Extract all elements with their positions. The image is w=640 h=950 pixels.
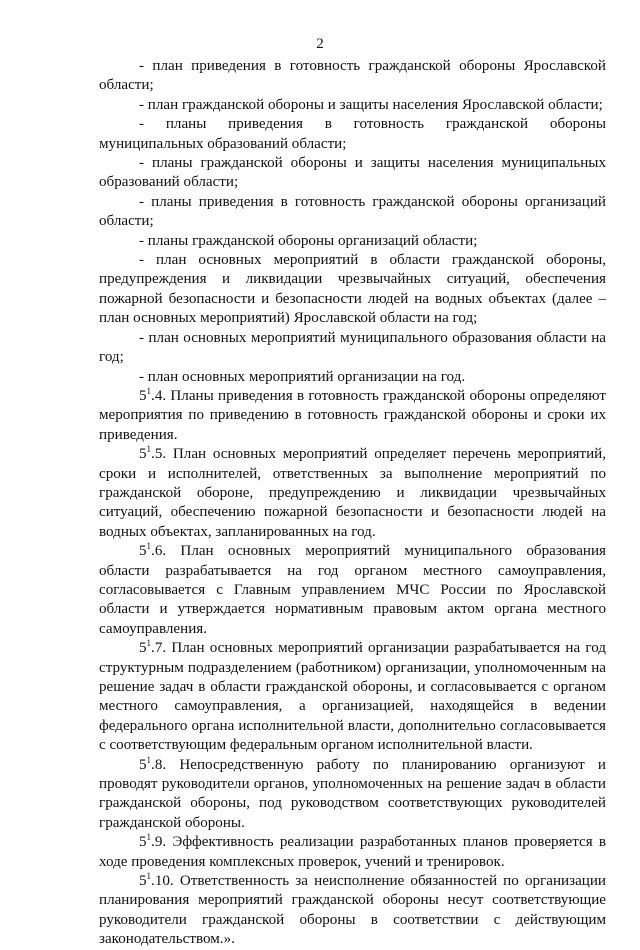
- section-number-main: 5: [139, 446, 147, 463]
- list-item: - планы приведения в готовность гражданской обороны организаций области;: [99, 193, 606, 230]
- section-number-rest: .8.: [151, 756, 167, 773]
- section-number: [139, 873, 174, 889]
- list-item: - планы приведения в готовность гражданской обороны муниципальных образований области;: [99, 116, 606, 152]
- section-number-rest: .7.: [151, 640, 167, 657]
- section-number-superscript: 1: [146, 832, 152, 843]
- section-number-superscript: 1: [146, 871, 152, 882]
- section-number: [139, 543, 166, 559]
- section-number-superscript: 1: [146, 754, 152, 765]
- section-paragraph: [99, 445, 606, 542]
- section-number-rest: .9.: [151, 834, 167, 851]
- section-number-rest: .4.: [151, 387, 167, 404]
- section-paragraph: [99, 756, 606, 834]
- section-paragraph: [99, 639, 606, 755]
- list-item: - план приведения в готовность гражданской обороны Ярославской области;: [99, 58, 606, 94]
- section-text: План основных мероприятий организации разрабатывается на год структурным подразделением (работником) организации, уполномоченным на решение задач в области гражданской обороны, и согласовывается с органом местного самоуправления, а организацией, находящейся в ведении федерального органа исполнительной власти, дополнительно согласовывается с соответствующим федеральным органом исполнительной власти.: [99, 640, 606, 754]
- section-number-rest: .10.: [151, 873, 174, 890]
- section-paragraph: [99, 872, 606, 950]
- list-item: - план основных мероприятий в области гражданской обороны, предупреждения и ликвидации чрезвычайных ситуаций, обеспечения пожарной безопасности и безопасности людей на водных объектах (далее – план основных мероприятий) Ярославской области на год;: [99, 252, 606, 327]
- section-paragraph: [99, 833, 606, 872]
- section-text: План основных мероприятий определяет перечень мероприятий, сроки и исполнителей, ответственных за выполнение мероприятий по гражданской обороне, предупреждению и ликвидации чрезвычайных ситуаций, обеспечению пожарной безопасности и безопасности людей на водных объектах, запланированных на год.: [99, 446, 606, 540]
- section-text: План основных мероприятий муниципального образования области разрабатывается на год органом местного самоуправления, согласовывается с Главным управлением МЧС России по Ярославской области и утверждается нормативным правовым актом органа местного самоуправления.: [99, 543, 606, 637]
- list-item: - планы гражданской обороны и защиты населения муниципальных образований области;: [99, 155, 606, 191]
- section-paragraph: [99, 387, 606, 445]
- section-number: [139, 834, 166, 850]
- section-paragraph: [99, 542, 606, 639]
- section-number: [139, 385, 167, 404]
- list-item: - план основных мероприятий организации на год.: [139, 368, 466, 385]
- list-item: - план основных мероприятий муниципального образования области на год;: [99, 329, 606, 366]
- section-text: Ответственность за неисполнение обязанностей по организации планирования мероприятий гражданской обороны несут соответствующие руководители гражданской обороны в соответствии с действующим законодательством.».: [99, 873, 606, 948]
- section-number: [139, 640, 166, 656]
- section-number-superscript: 1: [146, 638, 152, 649]
- section-number-main: 5: [139, 543, 147, 560]
- section-text: Планы приведения в готовность гражданской обороны определяют мероприятия по приведению в готовность гражданской обороны и сроки их приведения.: [99, 387, 606, 443]
- section-number-rest: .6.: [151, 543, 167, 560]
- section-text: Эффективность реализации разработанных планов проверяется в ходе проведения комплексных проверок, учений и тренировок.: [99, 834, 606, 870]
- section-number: [139, 446, 166, 462]
- document-body: [99, 57, 606, 950]
- page-number: 2: [316, 36, 324, 52]
- section-text: Непосредственную работу по планированию организуют и проводят руководители органов, уполномоченных на решение задач в области гражданской обороны, под руководством соответствующих руководителей гражданской обороны.: [99, 756, 606, 831]
- section-number-superscript: 1: [146, 385, 152, 396]
- section-number-main: 5: [139, 387, 147, 404]
- section-number-superscript: 1: [146, 444, 152, 455]
- section-number: [139, 754, 167, 773]
- section-number-superscript: 1: [146, 541, 152, 552]
- section-number-main: 5: [139, 756, 147, 773]
- list-item: - план гражданской обороны и защиты населения Ярославской области;: [139, 96, 603, 113]
- section-number-main: 5: [139, 640, 147, 657]
- section-number-main: 5: [139, 834, 147, 851]
- section-number-main: 5: [139, 873, 147, 890]
- list-item: - планы гражданской обороны организаций области;: [139, 232, 478, 249]
- section-number-rest: .5.: [151, 446, 167, 463]
